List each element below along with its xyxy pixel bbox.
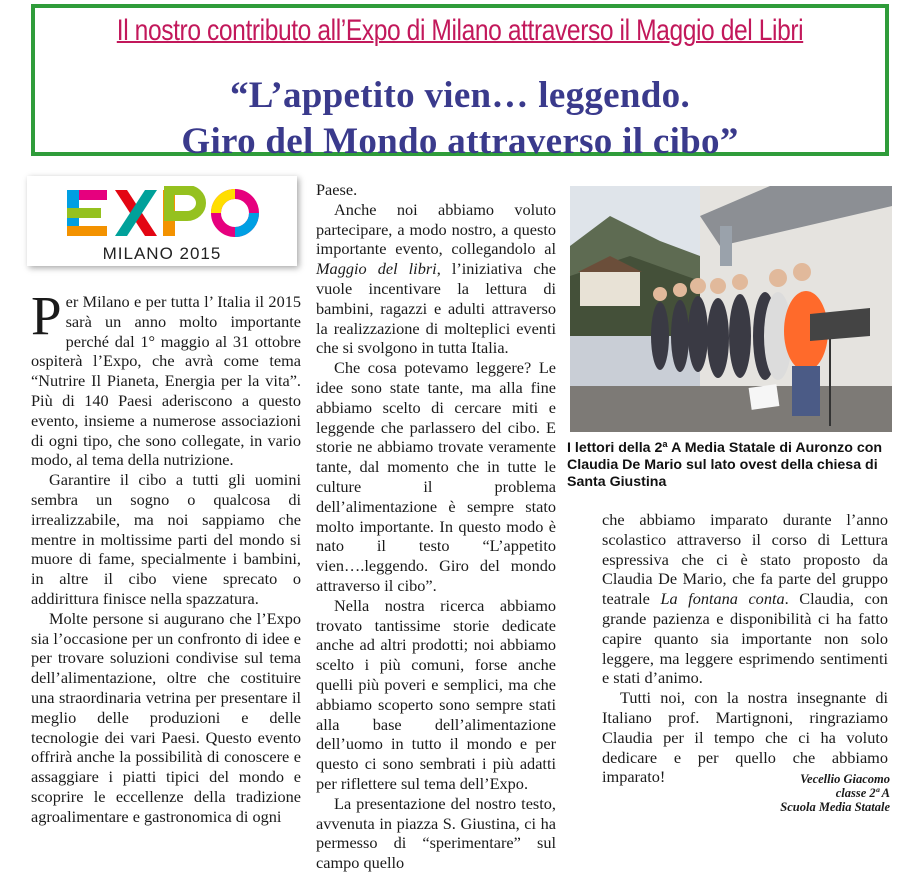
paragraph: La presentazione del nostro testo, avvenuta in piazza S. Giustina, ci ha permesso di “sperimentare” sul campo quello — [316, 793, 556, 873]
paragraph: Che cosa potevamo leggere? Le idee sono state tante, ma alla fine abbiamo scelto di cercare miti e leggende che parlassero del cibo. E storie ne abbiamo trovate veramente tante, dal momento che in tutte le culture il problema dell’alimentazione è sempre stato molto importante. In questo modo è nato il testo “L’appetito vien….leggendo. Giro del mondo attraverso il cibo”. — [316, 358, 556, 595]
paragraph: Tutti noi, con la nostra insegnante di Italiano prof. Martignoni, ringraziamo Claudia per il tempo che ci ha voluto dedicare e per quello che abbiamo imparato! — [602, 688, 888, 787]
header-box — [31, 4, 889, 162]
paragraph-text: . Claudia, con grande pazienza e disponibilità ci ha fatto capire quanto sia importante non solo leggere, ma leggere esprimendo sentimenti e stati d’animo. — [602, 589, 889, 688]
paragraph: Molte persone si augurano che l’Expo sia l’occasione per un confronto di idee e per trovare soluzioni condivise sul tema dell’alimentazione, oltre che costituire una straordinaria vetrina per presentare il meglio delle produzioni e delle tecnologie dei vari Paesi. Questo evento offrirà anche la possibilità di conoscere e assaggiare i piatti tipici del mondo e scoprire le eccellenze della tradizione agroalimentare e gastronomica di ogni — [31, 608, 301, 826]
author-school: Scuola Media Statale — [780, 800, 890, 814]
column-3 — [602, 510, 888, 787]
expo-milano-logo — [27, 176, 297, 266]
group-photo — [570, 186, 892, 432]
theatre-group-name: La fontana conta — [660, 589, 785, 609]
expo-city-label: MILANO 2015 — [102, 244, 222, 263]
drop-cap: P — [31, 285, 62, 346]
expo-wordmark-icon — [65, 186, 265, 240]
paragraph-text: , l’iniziativa che vuole incentivare la lettura di bambini, ragazzi e adulti attraverso la realizzazione di molteplici eventi che si svolgono in tutta Italia. — [316, 259, 556, 358]
paragraph: Garantire il cibo a tutti gli uomini sembra un sogno o qualcosa di irrealizzabile, ma noi sappiamo che mentre in moltissime parti del mondo si muore di fame, specialmente i bambini, in altre il cibo viene sprecato o addirittura finisce nella spazzatura. — [31, 470, 301, 608]
book-title: Maggio del libri — [316, 259, 437, 279]
paragraph: Nella nostra ricerca abbiamo trovato tantissime storie dedicate anche ad altri prodotti; noi abbiamo scelto i più comuni, forse anche quelli più poveri e semplici, ma che abbiamo scoperto sono sempre stati alla base dell’alimentazione dell’uomo in tutto il mondo e per questo ci sono sembrati i più adatti per riflettere sul tema dell’Expo. — [316, 595, 556, 793]
paragraph-text: Anche noi abbiamo voluto partecipare, a modo nostro, a questo importante evento, collegandolo al — [316, 199, 556, 259]
paragraph — [316, 200, 556, 358]
author-signature — [780, 772, 890, 814]
photo-caption: I lettori della 2ª A Media Statale di Auronzo con Claudia De Mario sul lato ovest della chiesa di Santa Giustina — [567, 440, 883, 490]
paragraph: Paese. — [316, 180, 358, 199]
column-1 — [31, 285, 301, 827]
author-name: Vecellio Giacomo — [800, 772, 890, 786]
column-2 — [316, 180, 556, 873]
author-class: classe 2ª A — [835, 786, 890, 800]
article-kicker: Il nostro contributo all’Expo di Milano attraverso il Maggio del Libri — [116, 14, 804, 47]
headline-line-1: “L’appetito vien… leggendo. — [229, 75, 690, 116]
paragraph — [602, 510, 888, 688]
headline-line-2: Giro del Mondo attraverso il cibo” — [181, 121, 739, 162]
paragraph-text: che abbiamo imparato durante l’anno scolastico attraverso il corso di Lettura espressiva che ci è stato proposto da Claudia De Mario, che fa parte del gruppo teatrale — [602, 510, 888, 609]
paragraph-text: er Milano e per tutta l’ Italia il 2015 sarà un anno molto importante perché dal 1° maggio al 31 ottobre ospiterà l’Expo, che avrà come tema “Nutrire Il Pianeta, Energia per la vita”. Più di 140 Paesi aderiscono a questo evento, insieme a numerose associazioni di ogni tipo, che sono collegate, in vario modo, al tema della nutrizione. — [31, 292, 301, 470]
paragraph — [31, 285, 301, 470]
